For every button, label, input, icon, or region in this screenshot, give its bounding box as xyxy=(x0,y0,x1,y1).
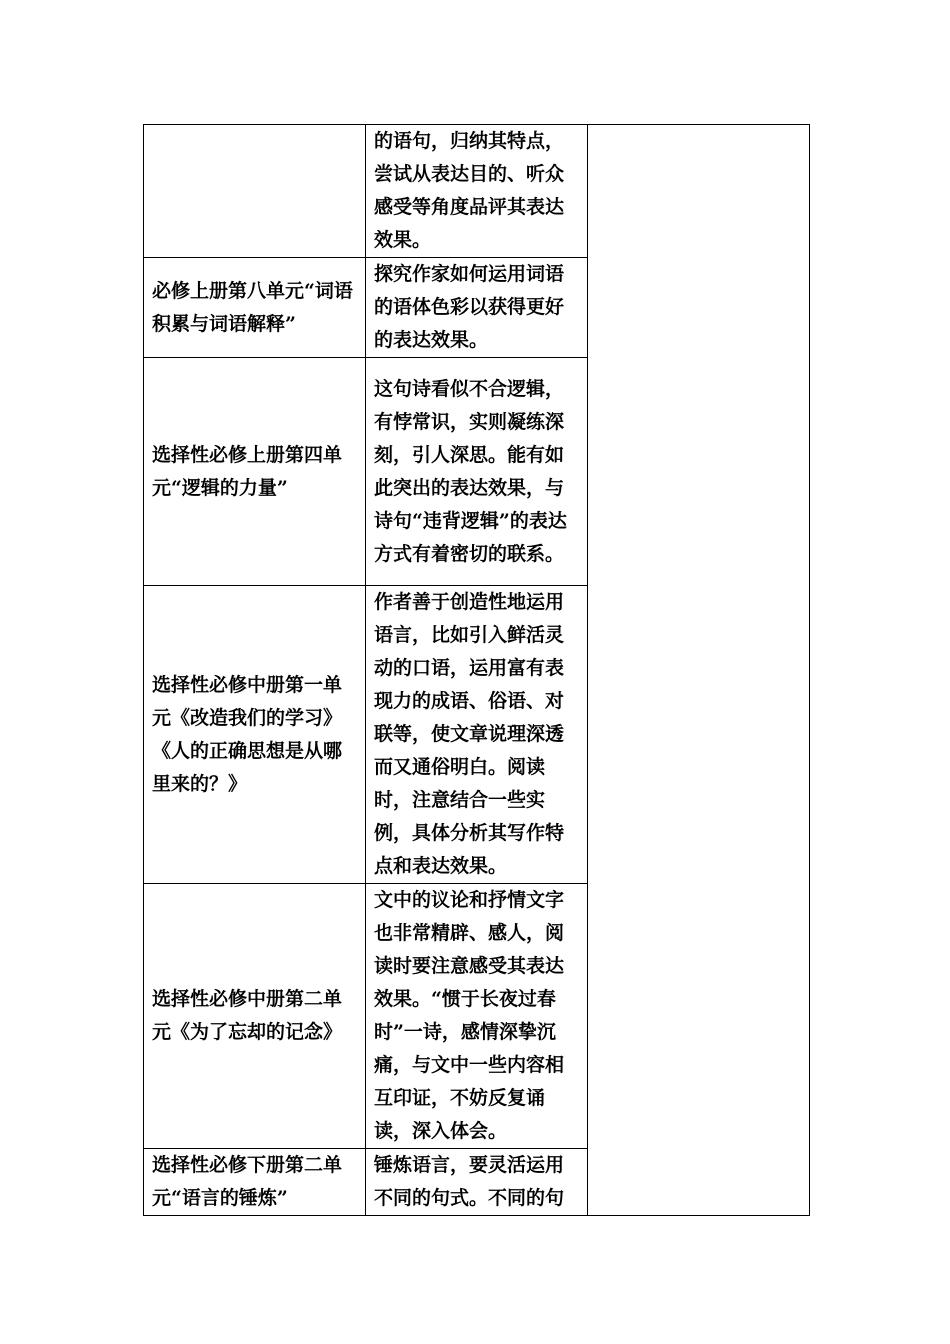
unit-cell xyxy=(144,1149,366,1216)
note-cell xyxy=(366,1149,588,1216)
note-cell xyxy=(366,258,588,358)
note-text: 探究作家如何运用词语的语体色彩以获得更好的表达效果。 xyxy=(374,263,565,351)
note-text: 锤炼语言，要灵活运用不同的句式。不同的句 xyxy=(374,1154,565,1209)
unit-cell xyxy=(144,586,366,884)
note-text: 文中的议论和抒情文字也非常精辟、感人，阅读时要注意感受其表达效果。“惯于长夜过春时”一诗，感情深挚沉痛，与文中一些内容相互印证，不妨反复诵读，深入体会。 xyxy=(374,889,565,1142)
note-cell xyxy=(366,586,588,884)
unit-cell xyxy=(144,125,366,258)
note-text: 这句诗看似不合逻辑，有悖常识，实则凝练深刻，引人深思。能有如此突出的表达效果，与诗句“违背逻辑”的表达方式有着密切的联系。 xyxy=(374,377,567,565)
unit-cell xyxy=(144,258,366,358)
note-cell xyxy=(366,884,588,1149)
unit-text: 选择性必修中册第一单元《改造我们的学习》《人的正确思想是从哪里来的？》 xyxy=(152,673,343,795)
note-text: 作者善于创造性地运用语言，比如引入鲜活灵动的口语，运用富有表现力的成语、俗语、对联等，使文章说理深透而又通俗明白。阅读时，注意结合一些实例，具体分析其写作特点和表达效果。 xyxy=(374,591,565,877)
note-cell xyxy=(366,358,588,586)
unit-cell xyxy=(144,884,366,1149)
blank-column-cell xyxy=(588,125,810,1216)
unit-text: 选择性必修上册第四单元“逻辑的力量” xyxy=(152,443,343,499)
unit-cell xyxy=(144,358,366,586)
unit-text: 选择性必修中册第二单元《为了忘却的记念》 xyxy=(152,988,343,1043)
note-cell xyxy=(366,125,588,258)
unit-text: 必修上册第八单元“词语积累与词语解释” xyxy=(152,279,353,335)
table-row xyxy=(144,125,810,258)
curriculum-table xyxy=(143,124,810,1216)
unit-text: 选择性必修下册第二单元“语言的锤炼” xyxy=(152,1154,343,1209)
note-text: 的语句，归纳其特点，尝试从表达目的、听众感受等角度品评其表达效果。 xyxy=(374,130,565,251)
